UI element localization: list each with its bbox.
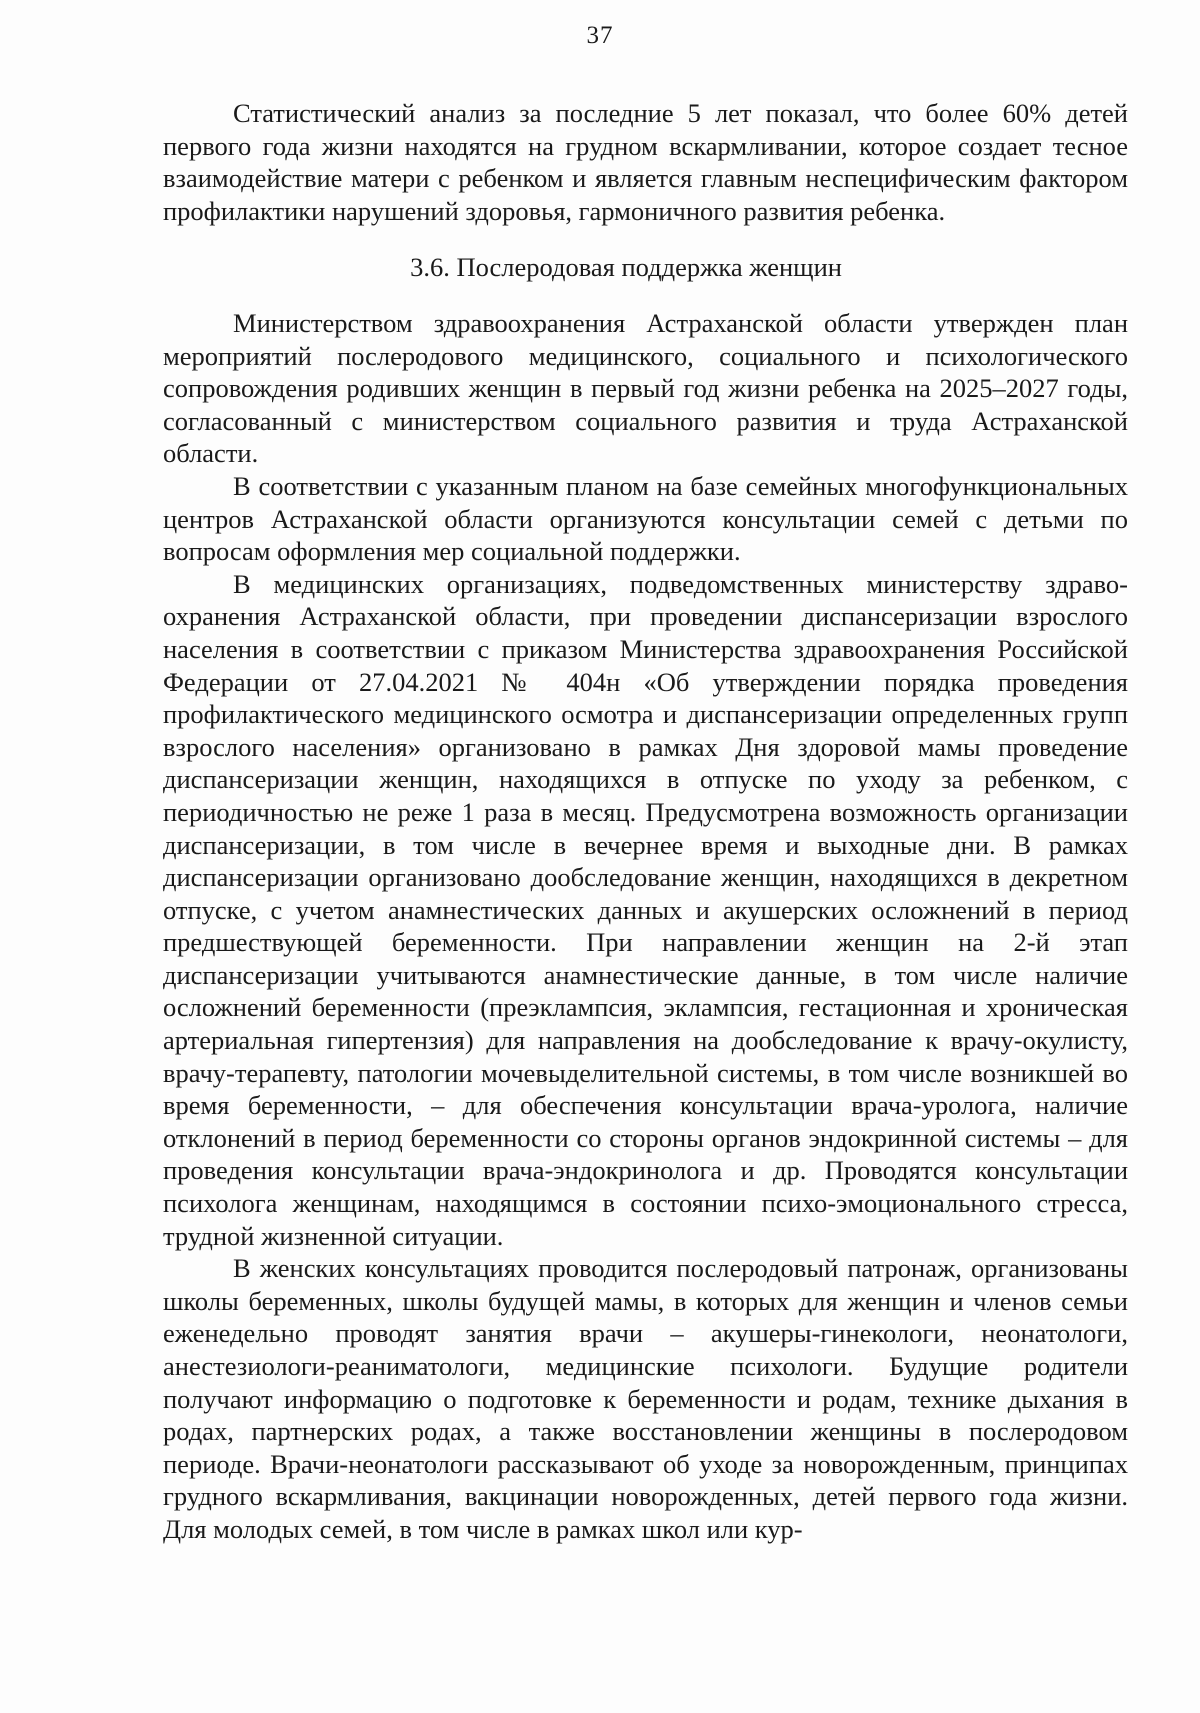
paragraph-intro: Статистический анализ за последние 5 лет показал, что более 60% детей первого года жизни находятся на грудном вскармливании, которое создает тесное взаимодействие матери с ребенком и является главным неспецифическим фактором профилактики нарушений здоровья, гармоничного развития ребенка. bbox=[163, 98, 1128, 226]
paragraph-plan: Министерством здравоохранения Астраханской области утвержден план мероприятий послеродового медицинского, социального и психологического сопровождения родивших женщин в первый год жизни ребенка на 2025–2027 годы, согласованный с министерством социального развития и труда Астраханской области. bbox=[163, 308, 1128, 469]
paragraph-mfc: В соответствии с указанным планом на базе семейных многофункциональных центров Астраханской области организуются консультации семей с детьми по вопросам оформления мер социальной поддержки. bbox=[163, 470, 1128, 567]
section-text-block bbox=[163, 307, 1128, 1546]
paragraph-womens-consultations: В женских консультациях проводится послеродовый патронаж, организованы школы беременных, школы будущей мамы, в которых для женщин и членов семьи еженедельно проводят занятия врачи – акушеры-гинекологи, неонатологи, анестезиологи-реаниматологи, медицинские психологи. Будущие родители получают информацию о подготовке к беременности и родам, технике дыхания в родах, партнерских родах, а также восстановлении женщины в послеродовом периоде. Врачи-неонатологи рассказывают об уходе за новорожденным, принципах грудного вскармливания, вакцинации новорожденных, детей первого года жизни. Для молодых семей, в том числе в рамках школ или кур- bbox=[163, 1253, 1128, 1544]
paragraph-medical-orgs: В медицинских организациях, подведомственных министерству здравоохранения Астраханской области, при проведении диспансеризации взрослого населения в соответствии с приказом Министерства здравоохранения Российской Федерации от 27.04.2021 № 404н «Об утверждении порядка проведения профилактического медицинского осмотра и диспансеризации определенных групп взрослого населения» организовано в рамках Дня здоровой мамы проведение диспансеризации женщин, находящихся в отпуске по уходу за ребенком, с периодичностью не реже 1 раза в месяц. Предусмотрена возможность организации диспансеризации, в том числе в вечернее время и выходные дни. В рамках диспансеризации организовано дообследование женщин, находящихся в декретном отпуске, с учетом анамнестических данных и акушерских осложнений в период предшествующей беременности. При направлении женщин на 2-й этап диспансеризации учитываются анамнестические данные, в том числе наличие осложнений беременности (преэклампсия, эклампсия, гестационная и хроническая артериальная гипертензия) для направления на дообследование к врачу-окулисту, врачу-терапевту, патологии мочевыделительной системы, в том числе возникшей во время беременности, – для обеспечения консультации врача-уролога, наличие отклонений в период беременности со стороны органов эндокринной системы – для проведения консультации врача-эндокринолога и др. Проводятся консультации психолога женщинам, находящимся в состоянии психо-эмоционального стресса, трудной жизненной ситуации. bbox=[163, 568, 1128, 1251]
page-number: 37 bbox=[586, 22, 614, 49]
section-heading: 3.6. Послеродовая поддержка женщин bbox=[410, 252, 842, 282]
intro-text-block bbox=[163, 97, 1128, 227]
